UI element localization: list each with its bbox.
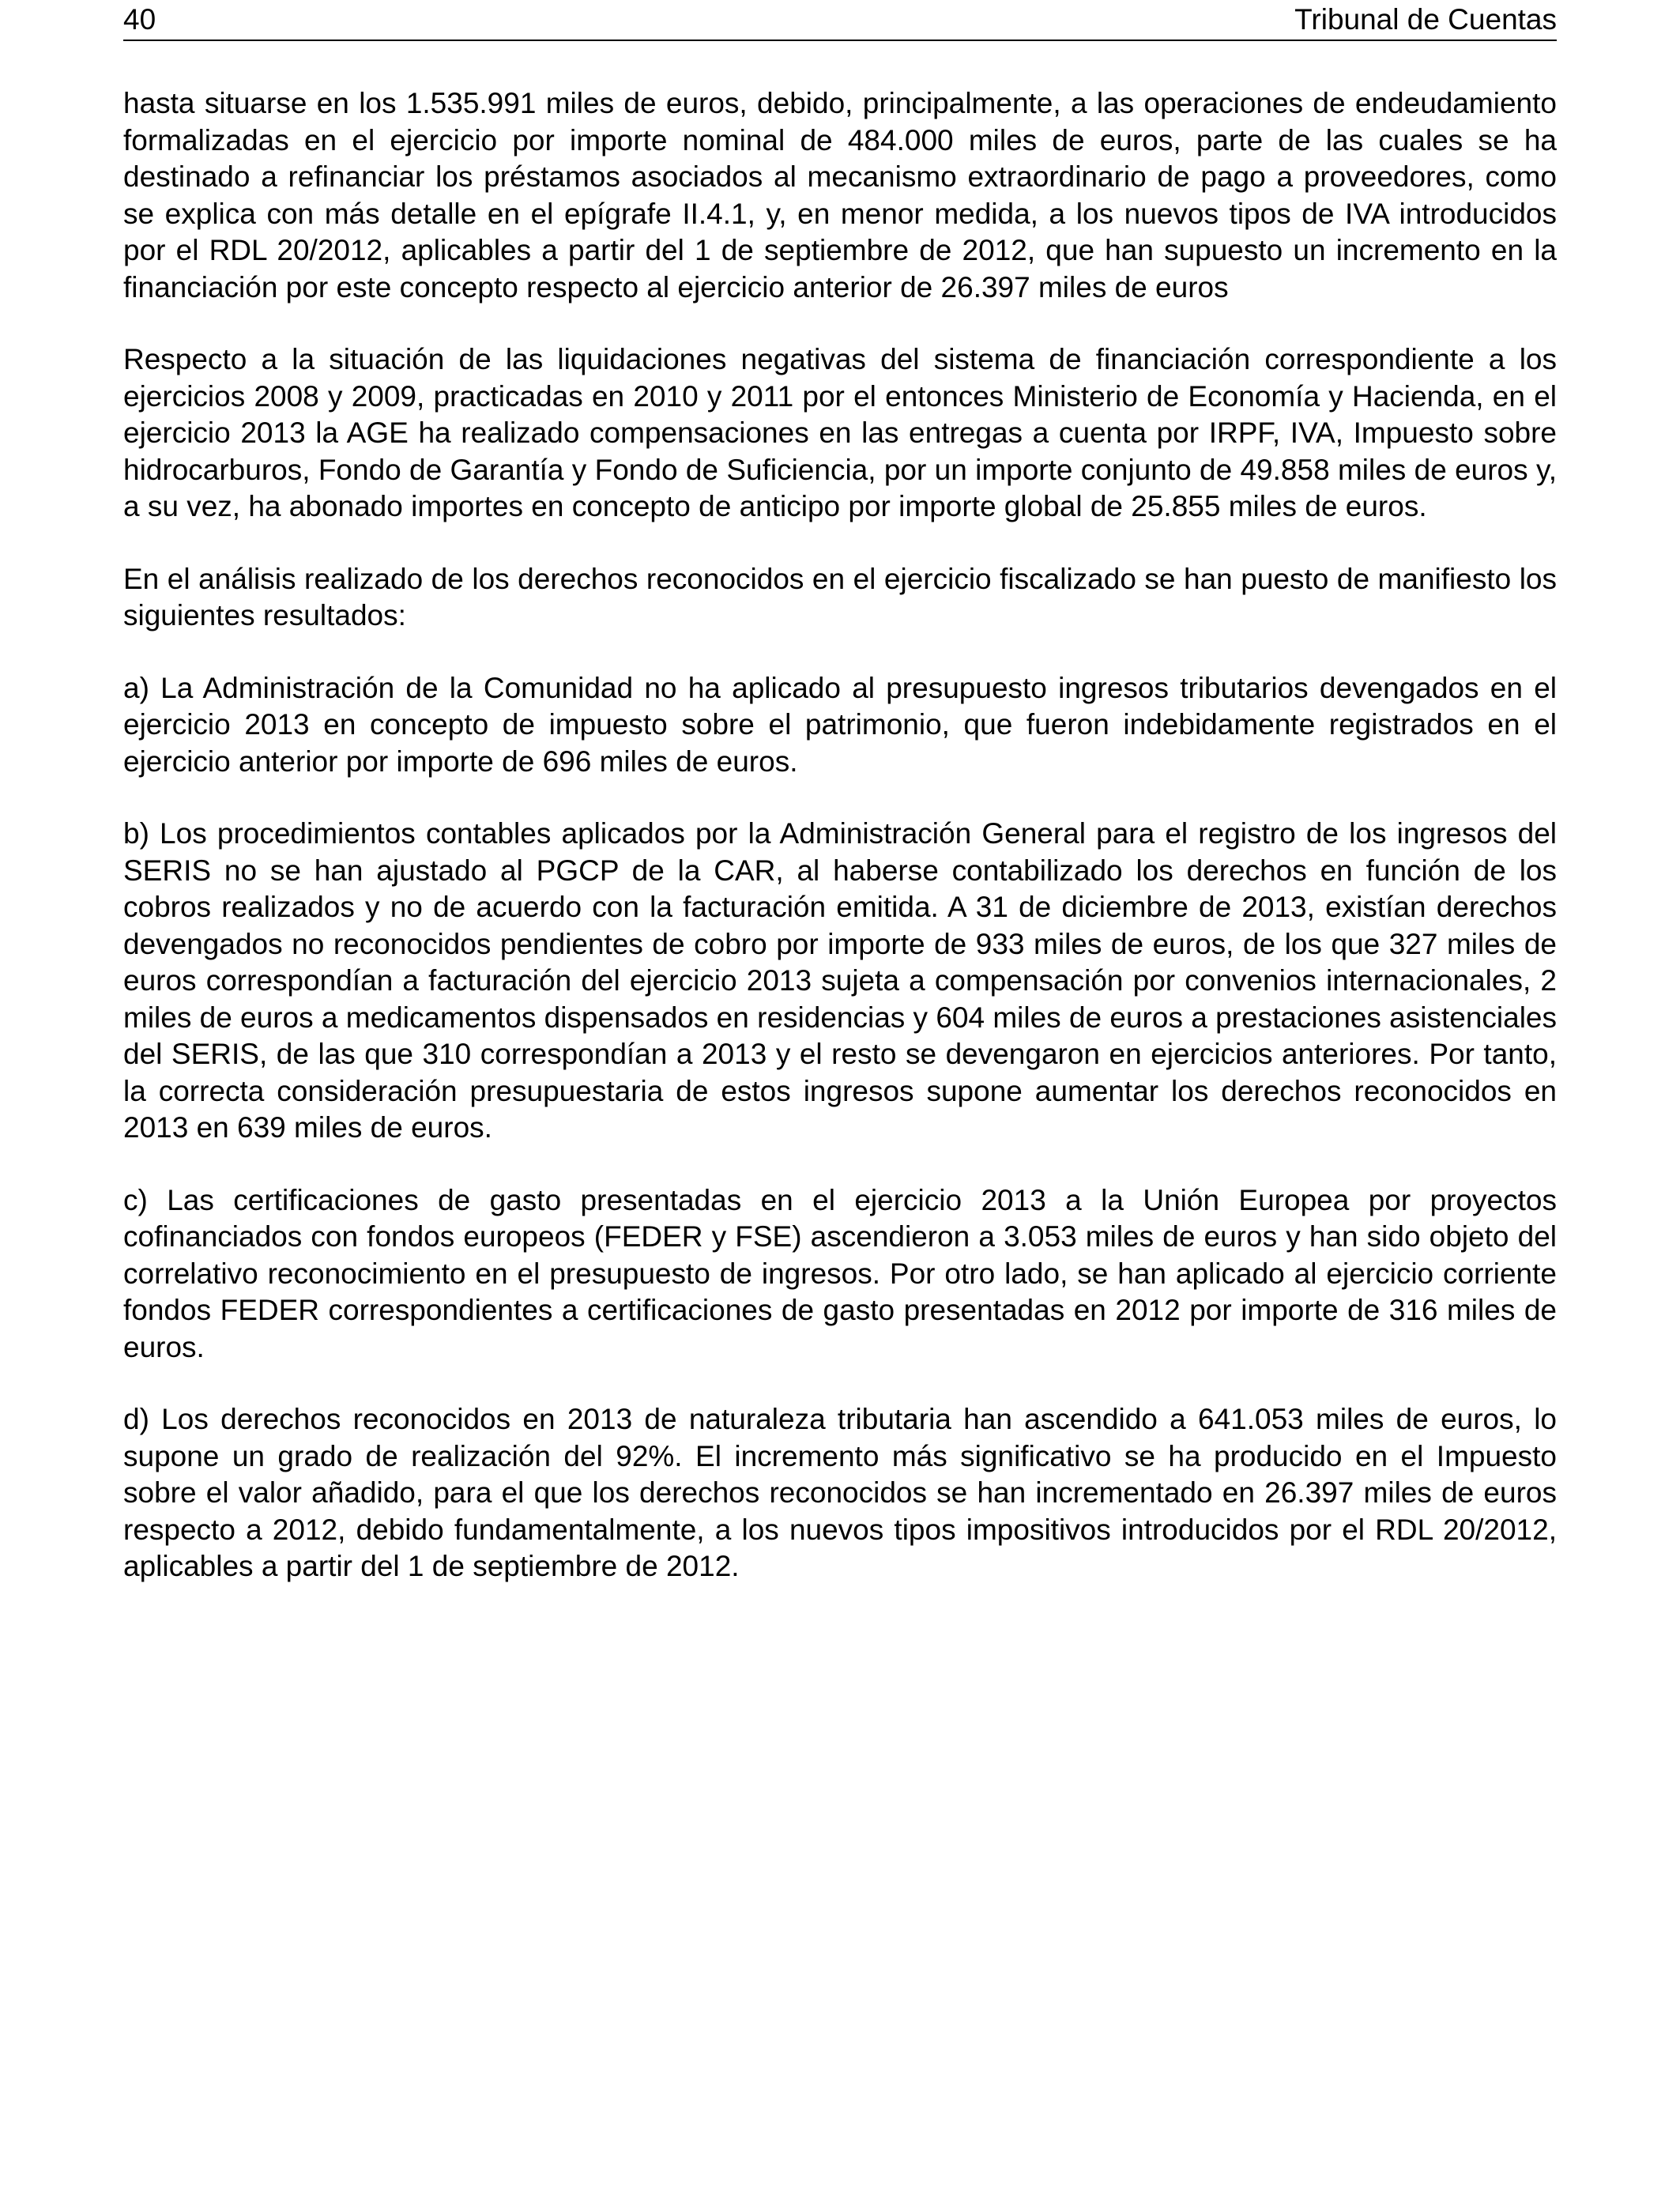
- paragraph-liquidaciones-negativas: Respecto a la situación de las liquidaciones negativas del sistema de financiación correspondiente a los ejercicios 2008 y 2009, practicadas en 2010 y 2011 por el entonces Ministerio de Economía y Hacienda, en el ejercicio 2013 la AGE ha realizado compensaciones en las entregas a cuenta por IRPF, IVA, Impuesto sobre hidrocarburos, Fondo de Garantía y Fondo de Suficiencia, por un importe conjunto de 49.858 miles de euros y, a su vez, ha abonado importes en concepto de anticipo por importe global de 25.855 miles de euros.: [123, 343, 1557, 522]
- paragraph-analisis-intro: En el análisis realizado de los derechos reconocidos en el ejercicio fiscalizado se han puesto de manifiesto los siguientes resultados:: [123, 562, 1557, 631]
- paragraph-result-b: b) Los procedimientos contables aplicados por la Administración General para el registro de los ingresos del SERIS no se han ajustado al PGCP de la CAR, al haberse contabilizado los derechos en función de los cobros realizados y no de acuerdo con la facturación emitida. A 31 de diciembre de 2013, existían derechos devengados no reconocidos pendientes de cobro por importe de 933 miles de euros, de los que 327 miles de euros correspondían a facturación del ejercicio 2013 sujeta a compensación por convenios internacionales, 2 miles de euros a medicamentos dispensados en residencias y 604 miles de euros a prestaciones asistenciales del SERIS, de las que 310 correspondían a 2013 y el resto se devengaron en ejercicios anteriores. Por tanto, la correcta consideración presupuestaria de estos ingresos supone aumentar los derechos reconocidos en 2013 en 639 miles de euros.: [123, 817, 1557, 1144]
- paragraph-endeudamiento: hasta situarse en los 1.535.991 miles de euros, debido, principalmente, a las operaciones de endeudamiento formalizadas en el ejercicio por importe nominal de 484.000 miles de euros, parte de las cuales se ha destinado a refinanciar los préstamos asociados al mecanismo extraordinario de pago a proveedores, como se explica con más detalle en el epígrafe II.4.1, y, en menor medida, a los nuevos tipos de IVA introducidos por el RDL 20/2012, aplicables a partir del 1 de septiembre de 2012, que han supuesto un incremento en la financiación por este concepto respecto al ejercicio anterior de 26.397 miles de euros: [123, 87, 1557, 303]
- paragraph-result-a: a) La Administración de la Comunidad no ha aplicado al presupuesto ingresos tributarios devengados en el ejercicio 2013 en concepto de impuesto sobre el patrimonio, que fueron indebidamente registrados en el ejercicio anterior por importe de 696 miles de euros.: [123, 671, 1557, 778]
- document-body: [123, 85, 1557, 1621]
- paragraph-result-c: c) Las certificaciones de gasto presentadas en el ejercicio 2013 a la Unión Europea por proyectos cofinanciados con fondos europeos (FEDER y FSE) ascendieron a 3.053 miles de euros y han sido objeto del correlativo reconocimiento en el presupuesto de ingresos. Por otro lado, se han aplicado al ejercicio corriente fondos FEDER correspondientes a certificaciones de gasto presentadas en 2012 por importe de 316 miles de euros.: [123, 1183, 1557, 1363]
- page-header: [123, 0, 1557, 41]
- paragraph-result-d: d) Los derechos reconocidos en 2013 de naturaleza tributaria han ascendido a 641.053 miles de euros, lo supone un grado de realización del 92%. El incremento más significativo se ha producido en el Impuesto sobre el valor añadido, para el que los derechos reconocidos se han incrementado en 26.397 miles de euros respecto a 2012, debido fundamentalmente, a los nuevos tipos impositivos introducidos por el RDL 20/2012, aplicables a partir del 1 de septiembre de 2012.: [123, 1403, 1557, 1582]
- page-number: 40: [123, 3, 156, 36]
- header-title: Tribunal de Cuentas: [1294, 3, 1557, 36]
